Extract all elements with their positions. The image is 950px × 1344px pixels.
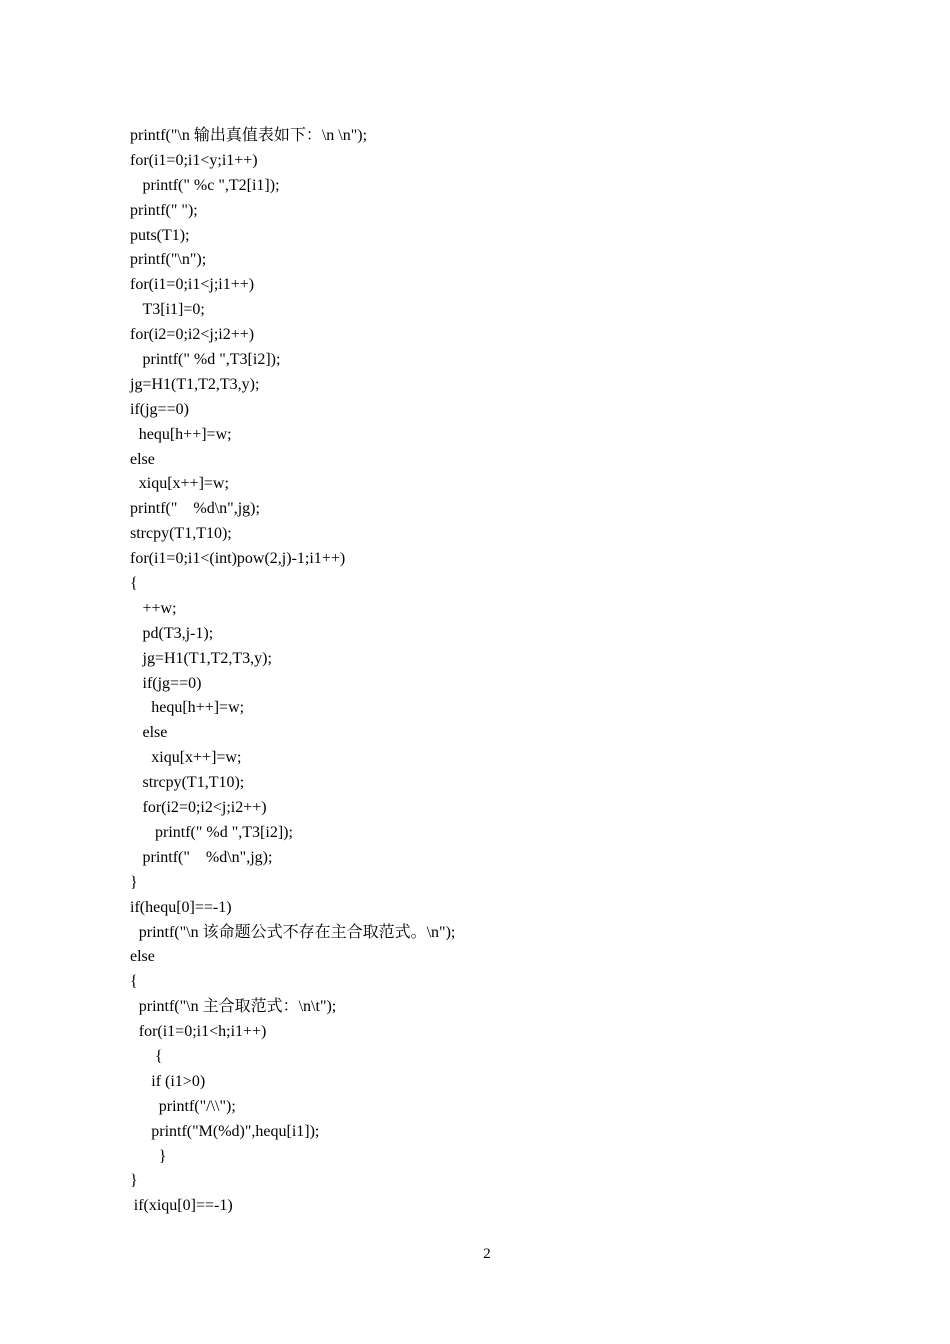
code-line: printf("\n 该命题公式不存在主合取范式。\n"); [138,923,456,941]
code-line: } [130,1172,138,1190]
code-line: printf("\n 主合取范式：\n\t"); [138,998,337,1016]
code-line: for(i1=0;i1<(int)pow(2,j)-1;i1++) [130,550,346,568]
code-line: ++w; [142,599,177,617]
code-line: if(jg==0) [142,674,202,692]
code-line: { [130,973,138,991]
code-line: else [130,948,155,966]
code-line: strcpy(T1,T10); [130,525,232,543]
code-line: jg=H1(T1,T2,T3,y); [130,375,260,393]
code-line: pd(T3,j-1); [142,624,214,642]
code-line: printf(" %c ",T2[i1]); [142,176,280,194]
code-line: printf(" %d ",T3[i2]); [155,823,293,841]
code-line: { [130,575,138,593]
code-line: } [158,1147,167,1165]
code-line: else [130,450,155,468]
code-line: printf(" "); [130,201,198,219]
code-line: for(i2=0;i2<j;i2++) [130,326,255,344]
code-line: if (i1>0) [151,1072,206,1090]
code-line: printf("/\\"); [158,1097,236,1115]
code-line: T3[i1]=0; [142,301,205,319]
code-line: { [155,1047,163,1065]
code-line: for(i2=0;i2<j;i2++) [142,799,267,817]
code-block [130,124,830,1219]
code-line: xiqu[x++]=w; [138,475,229,493]
code-line: hequ[h++]=w; [151,699,245,717]
page-number: 2 [483,1246,491,1262]
code-line: jg=H1(T1,T2,T3,y); [142,649,272,667]
code-line: hequ[h++]=w; [138,425,232,443]
code-line: for(i1=0;i1<j;i1++) [130,276,255,294]
code-line: printf(" %d\n",jg); [142,848,273,866]
code-line: printf("\n"); [130,251,207,269]
code-line: xiqu[x++]=w; [151,749,242,767]
code-line: printf(" %d\n",jg); [130,500,260,518]
code-line: else [142,724,168,742]
code-line: } [130,873,138,891]
code-line: strcpy(T1,T10); [142,774,245,792]
code-line: for(i1=0;i1<y;i1++) [130,151,258,169]
code-line: printf("\n 输出真值表如下：\n \n"); [130,127,368,144]
code-line: puts(T1); [130,226,190,244]
code-line: for(i1=0;i1<h;i1++) [138,1023,267,1041]
code-line: printf(" %d ",T3[i2]); [142,351,281,369]
code-line: if(xiqu[0]==-1) [133,1197,233,1215]
code-line: if(hequ[0]==-1) [130,898,232,916]
code-line: printf("M(%d)",hequ[i1]); [151,1122,320,1140]
code-line: if(jg==0) [130,400,189,418]
